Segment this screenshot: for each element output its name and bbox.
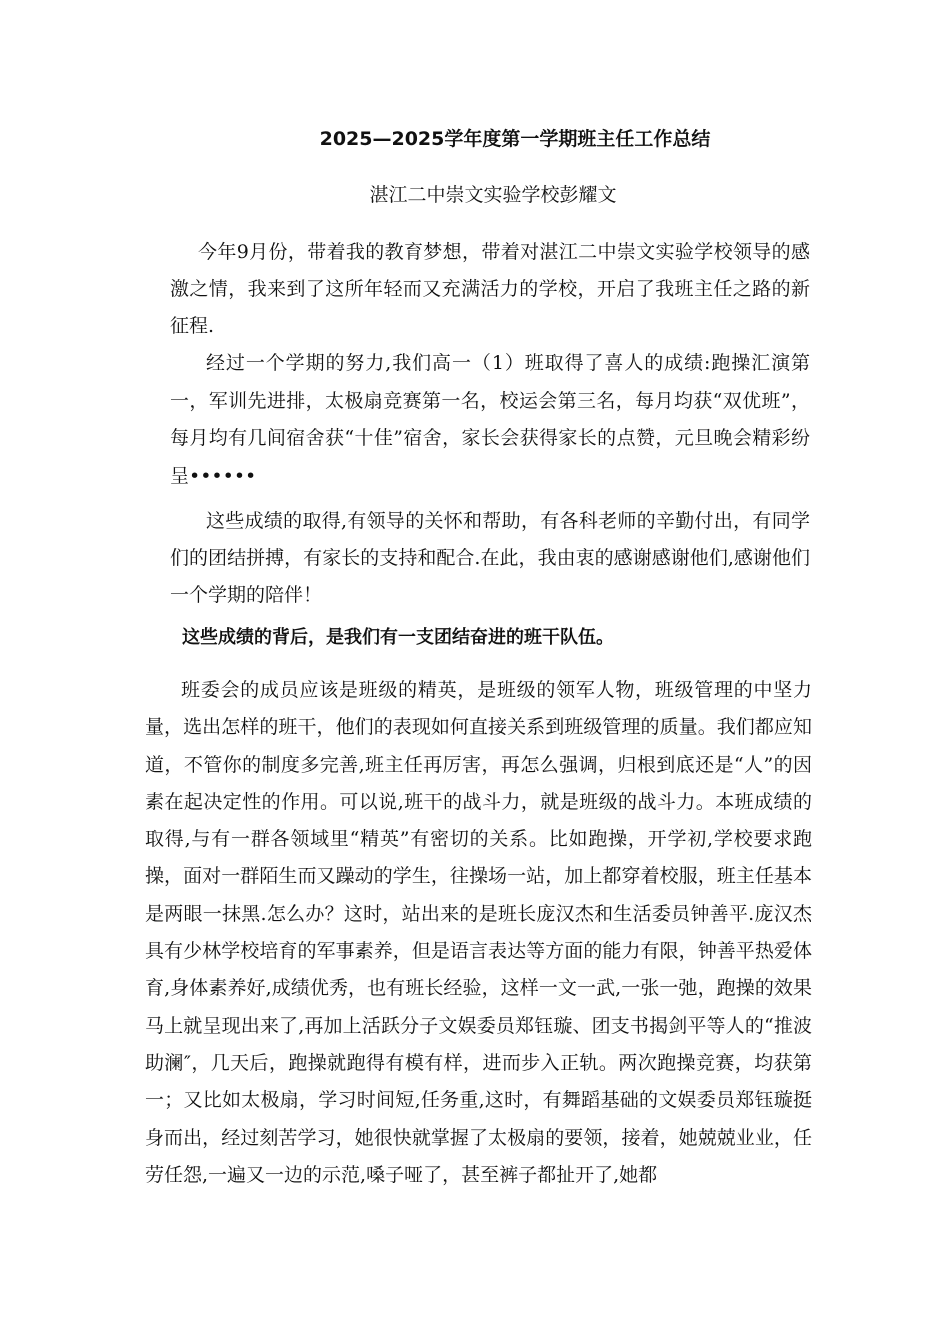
document-title: 2025—2025学年度第一学期班主任工作总结: [319, 128, 711, 150]
section-heading: 这些成绩的背后，是我们有一支团结奋进的班干队伍。: [182, 627, 614, 648]
author-line: 湛江二中崇文实验学校彭耀文: [369, 184, 617, 206]
paragraph-achievements: 经过一个学期的努力,我们高一（1）班取得了喜人的成绩:跑操汇演第一，军训先进排，太极扇竞赛第一名，校运会第三名，每月均获“双优班”，每月均有几间宿舍获“十佳”宿舍，家长会获得家长的点赞，元旦晚会精彩纷呈••••••: [170, 352, 810, 487]
paragraph-thanks: 这些成绩的取得,有领导的关怀和帮助，有各科老师的辛勤付出，有同学们的团结拼搏，有家长的支持和配合.在此，我由衷的感谢感谢他们,感谢他们一个学期的陪伴！: [170, 510, 810, 606]
paragraph-intro: 今年9月份，带着我的教育梦想，带着对湛江二中崇文实验学校领导的感激之情，我来到了这所年轻而又充满活力的学校，开启了我班主任之路的新征程.: [170, 241, 810, 337]
paragraph-class-committee: 班委会的成员应该是班级的精英，是班级的领军人物，班级管理的中坚力量，选出怎样的班干，他们的表现如何直接关系到班级管理的质量。我们都应知道，不管你的制度多完善,班主任再厉害，再怎么强调，归根到底还是“人”的因素在起决定性的作用。可以说,班干的战斗力，就是班级的战斗力。本班成绩的取得,与有一群各领域里“精英”有密切的关系。比如跑操，开学初,学校要求跑操，面对一群陌生而又躁动的学生，往操场一站，加上都穿着校服，班主任基本是两眼一抹黑.怎么办？这时，站出来的是班长庞汉杰和生活委员钟善平.庞汉杰具有少林学校培育的军事素养，但是语言表达等方面的能力有限，钟善平热爱体育,身体素养好,成绩优秀，也有班长经验，这样一文一武,一张一弛，跑操的效果马上就呈现出来了,再加上活跃分子文娱委员郑钰璇、团支书揭剑平等人的“推波助澜″，几天后，跑操就跑得有模有样，进而步入正轨。两次跑操竞赛，均获第一；又比如太极扇，学习时间短,任务重,这时，有舞蹈基础的文娱委员郑钰璇挺身而出，经过刻苦学习，她很快就掌握了太极扇的要领，接着，她兢兢业业，任劳任怨,一遍又一边的示范,嗓子哑了，甚至裤子都扯开了,她都: [145, 679, 812, 1186]
